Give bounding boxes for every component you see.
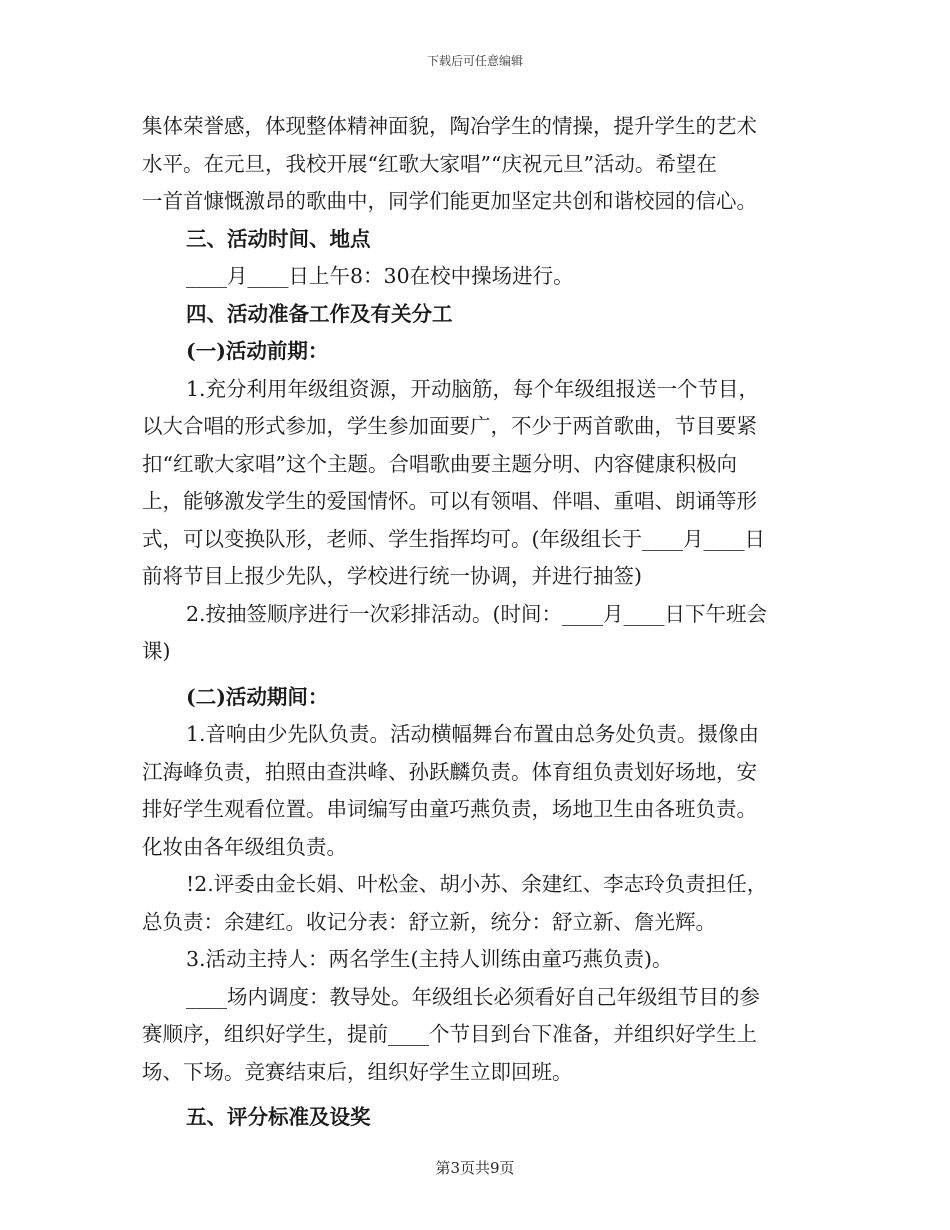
body-line: 式，可以变换队形，老师、学生指挥均可。(年级组长于____月____日 bbox=[142, 526, 765, 551]
body-line: 2.按抽签顺序进行一次彩排活动。(时间：____月____日下午班会 bbox=[186, 601, 768, 626]
body-line: 总负责：余建红。收记分表：舒立新，统分：舒立新、詹光辉。 bbox=[142, 909, 716, 934]
page-footer: 第3页共9页 bbox=[435, 1159, 515, 1177]
document-body bbox=[142, 108, 808, 1137]
body-line: 前将节目上报少先队，学校进行统一协调，并进行抽签) bbox=[142, 564, 642, 588]
body-line: 排好学生观看位置。串词编写由童巧燕负责，场地卫生由各班负责。 bbox=[142, 797, 757, 821]
page-header: 下载后可任意编辑 bbox=[426, 54, 523, 68]
body-line: 集体荣誉感，体现整体精神面貌，陶冶学生的情操，提升学生的艺术 bbox=[142, 114, 757, 138]
body-line: 课) bbox=[142, 639, 171, 663]
body-line: 场、下场。竞赛结束后，组织好学生立即回班。 bbox=[142, 1059, 573, 1084]
body-line: 以大合唱的形式参加，学生参加面要广，不少于两首歌曲，节目要紧 bbox=[142, 414, 757, 438]
body-line: 化妆由各年级组负责。 bbox=[142, 834, 347, 859]
body-line: 1.充分利用年级组资源，开动脑筋，每个年级组报送一个节目， bbox=[186, 376, 760, 401]
body-line: 赛顺序，组织好学生，提前____个节目到台下准备，并组织好学生上 bbox=[142, 1022, 757, 1046]
body-line: 扣“红歌大家唱”这个主题。合唱歌曲要主题分明、内容健康积极向 bbox=[142, 451, 737, 476]
body-line: !2.评委由金长娟、叶松金、胡小苏、余建红、李志玲负责担任， bbox=[186, 872, 768, 896]
section-heading-4: 四、活动准备工作及有关分工 bbox=[186, 301, 453, 326]
subsection-heading-2: (二)活动期间： bbox=[186, 684, 329, 709]
body-line: 江海峰负责，拍照由查洪峰、孙跃麟负责。体育组负责划好场地，安 bbox=[142, 759, 757, 784]
body-line: 上，能够激发学生的爱国情怀。可以有领唱、伴唱、重唱、朗诵等形 bbox=[142, 489, 757, 513]
subsection-heading-1: (一)活动前期： bbox=[186, 339, 329, 363]
section-heading-3: 三、活动时间、地点 bbox=[186, 226, 371, 251]
body-line: ____场内调度：教导处。年级组长必须看好自己年级组节目的参 bbox=[186, 984, 760, 1009]
body-line: ____月____日上午8：30在校中操场进行。 bbox=[186, 264, 574, 288]
body-line: 水平。在元旦，我校开展“红歌大家唱”“庆祝元旦”活动。希望在 bbox=[142, 151, 717, 176]
section-heading-5: 五、评分标准及设奖 bbox=[186, 1105, 371, 1129]
body-line: 1.音响由少先队负责。活动横幅舞台布置由总务处负责。摄像由 bbox=[186, 722, 760, 746]
body-line: 3.活动主持人：两名学生(主持人训练由童巧燕负责)。 bbox=[186, 947, 673, 971]
body-line: 一首首慷慨激昂的歌曲中，同学们能更加坚定共创和谐校园的信心。 bbox=[142, 189, 757, 213]
